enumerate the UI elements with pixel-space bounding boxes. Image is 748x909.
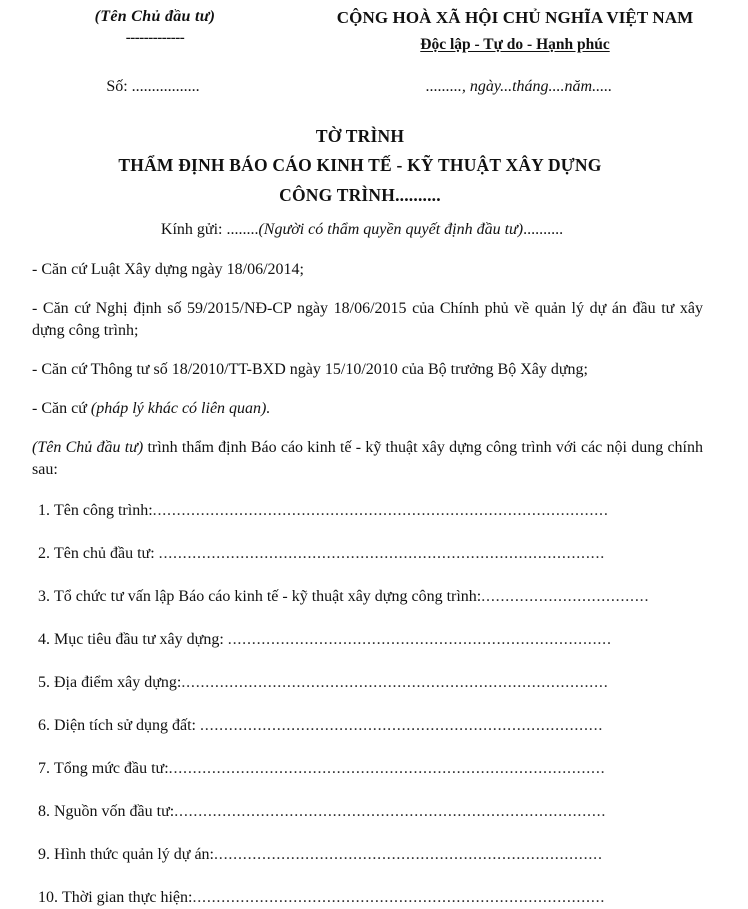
field-row[interactable] (38, 801, 686, 823)
field-row[interactable] (38, 887, 686, 909)
field-row[interactable] (38, 543, 686, 565)
field-dotted-blank[interactable]: ................................................................................ (227, 631, 612, 648)
field-row[interactable] (38, 672, 686, 694)
national-heading-block (300, 6, 748, 57)
document-header (0, 0, 748, 57)
legal-basis-text: - Căn cứ Nghị định số 59/2015/NĐ-CP ngày 18/06/2015 của Chính phủ về quản lý dự án đầu tư xây dựng công trình; (32, 300, 703, 339)
legal-basis-text: - Căn cứ (32, 400, 91, 417)
field-dotted-blank[interactable]: ......................................................................................... (181, 674, 609, 691)
legal-basis-item (32, 398, 703, 420)
issuer-name: (Tên Chủ đầu tư) (94, 8, 216, 25)
intro-issuer-name: (Tên Chủ đầu tư) (32, 439, 144, 456)
field-label: Mục tiêu đầu tư xây dựng: (54, 631, 224, 648)
country-name: CỘNG HOÀ XÃ HỘI CHỦ NGHĨA VIỆT NAM (336, 8, 694, 27)
national-motto: Độc lập - Tự do - Hạnh phúc (420, 36, 610, 53)
legal-basis-text-italic: (pháp lý khác có liên quan). (90, 400, 271, 417)
legal-basis-item (32, 259, 703, 281)
document-subject-title: THẨM ĐỊNH BÁO CÁO KINH TẾ - KỸ THUẬT XÂY DỰNG (118, 155, 602, 175)
field-dotted-blank[interactable]: ................................... (481, 588, 650, 605)
field-label: Tổ chức tư vấn lập Báo cáo kinh tế - kỹ thuật xây dựng công trình: (54, 588, 482, 605)
field-row[interactable] (38, 500, 686, 522)
field-number: 7. (38, 760, 50, 777)
field-number: 3. (38, 588, 50, 605)
field-dotted-blank[interactable]: ...................................................................................... (192, 889, 606, 906)
legal-basis-item (32, 298, 703, 342)
field-number: 5. (38, 674, 50, 691)
field-dotted-blank[interactable]: .......................................................................................... (174, 803, 607, 820)
field-row[interactable] (38, 586, 686, 608)
document-type-title: TỜ TRÌNH (315, 126, 405, 146)
field-label: Hình thức quản lý dự án: (54, 846, 214, 863)
field-label: Nguồn vốn đầu tư: (54, 803, 175, 820)
recipient-line (0, 218, 748, 242)
legal-basis-text: - Căn cứ Thông tư số 18/2010/TT-BXD ngày 15/10/2010 của Bộ trưởng Bộ Xây dựng; (32, 361, 588, 378)
issuer-block (0, 6, 300, 47)
field-number: 6. (38, 717, 50, 734)
field-label: Tên công trình: (54, 502, 153, 519)
recipient-role: (Người có thẩm quyền quyết định đầu tư) (258, 221, 524, 238)
place-date-line: ........., ngày...tháng....năm..... (425, 78, 613, 95)
field-row[interactable] (38, 758, 686, 780)
field-label: Thời gian thực hiện: (62, 889, 193, 906)
legal-basis-item (32, 359, 703, 381)
field-number: 4. (38, 631, 50, 648)
document-number: Số: ................. (106, 78, 200, 95)
recipient-prefix: Kính gửi: ........ (160, 221, 259, 238)
document-work-title: CÔNG TRÌNH.......... (279, 185, 441, 205)
field-label: Diện tích sử dụng đất: (54, 717, 196, 734)
intro-text: trình thẩm định Báo cáo kinh tế - kỹ thuật xây dựng công trình với các nội dung chính sau: (32, 439, 703, 478)
field-row[interactable] (38, 715, 686, 737)
recipient-suffix: .......... (523, 221, 564, 238)
legal-basis-text: - Căn cứ Luật Xây dựng ngày 18/06/2014; (32, 261, 304, 278)
field-dotted-blank[interactable]: ........................................................................................... (168, 760, 606, 777)
field-label: Tổng mức đầu tư: (54, 760, 169, 777)
legal-basis-block (0, 259, 748, 481)
field-label: Tên chủ đầu tư: (54, 545, 155, 562)
title-block (0, 122, 748, 210)
field-dotted-blank[interactable]: .................................................................................... (199, 717, 604, 734)
field-dotted-blank[interactable]: ............................................................................................. (158, 545, 606, 562)
field-number: 10. (38, 889, 58, 906)
intro-paragraph (32, 437, 703, 481)
field-number: 2. (38, 545, 50, 562)
document-meta-row (0, 76, 748, 98)
field-number: 1. (38, 502, 50, 519)
field-row[interactable] (38, 844, 686, 866)
issuer-divider: ------------- (125, 30, 185, 46)
field-row[interactable] (38, 629, 686, 651)
field-list (0, 500, 748, 909)
field-label: Địa điểm xây dựng: (54, 674, 182, 691)
field-dotted-blank[interactable]: ............................................................................................... (152, 502, 609, 519)
field-number: 9. (38, 846, 50, 863)
field-dotted-blank[interactable]: ................................................................................. (213, 846, 603, 863)
field-number: 8. (38, 803, 50, 820)
